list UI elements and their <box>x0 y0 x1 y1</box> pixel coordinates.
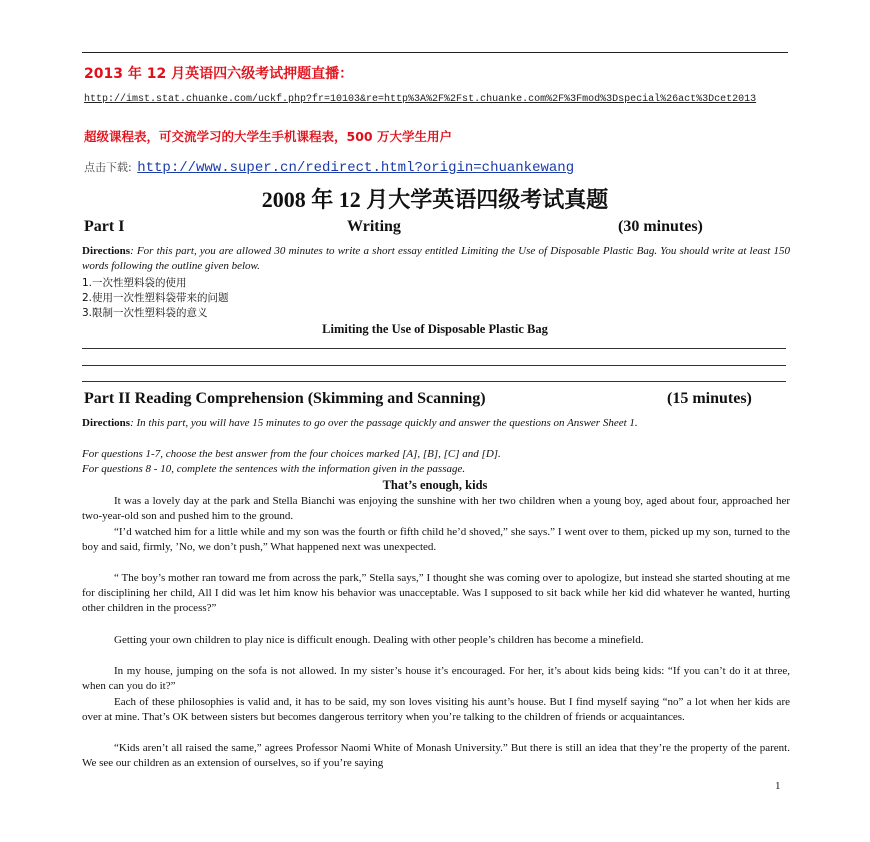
page-number: 1 <box>775 780 781 792</box>
outline-item: 3.限制一次性塑料袋的意义 <box>82 307 208 319</box>
part2-time: (15 minutes) <box>667 390 752 407</box>
directions-text: : In this part, you will have 15 minutes to go over the passage quickly and answer the questions on Answer Sheet 1. <box>130 417 638 429</box>
outline-item: 1.一次性塑料袋的使用 <box>82 277 187 289</box>
page-title: 2008 年 12 月大学英语四级考试真题 <box>261 187 609 212</box>
answer-line <box>82 381 786 382</box>
promo-headline: 2013 年 12 月英语四六级考试押题直播： <box>84 66 354 82</box>
part1-directions <box>82 244 790 274</box>
essay-title: Limiting the Use of Disposable Plastic Bag <box>322 322 548 336</box>
directions-label: Directions <box>82 245 131 257</box>
answer-line <box>82 348 786 349</box>
part2-label: Part II Reading Comprehension (Skimming and Scanning) <box>84 390 486 407</box>
answer-line <box>82 365 786 366</box>
download-link[interactable]: http://www.super.cn/redirect.html?origin=chuankewang <box>137 160 575 176</box>
part2-directions <box>82 416 790 431</box>
download-line <box>84 159 574 176</box>
header-rule <box>82 52 788 53</box>
questions-instruction: For questions 1-7, choose the best answer from the four choices marked [A], [B], [C] and [D]. <box>82 448 501 460</box>
download-label: 点击下载: <box>84 161 132 174</box>
outline-item: 2.使用一次性塑料袋带来的问题 <box>82 292 229 304</box>
directions-label: Directions <box>82 417 131 429</box>
passage-paragraph: “Kids aren’t all raised the same,” agrees Professor Naomi White of Monash University.” But there is still an idea that they’re the property of the parent. We see our children as an extension of ourselves, so if you’re saying <box>82 742 790 769</box>
directions-text: : For this part, you are allowed 30 minutes to write a short essay entitled Limiting the Use of Disposable Plastic Bag. You should write at least 150 words following the outline given below. <box>82 245 790 272</box>
passage-title: That’s enough, kids <box>382 478 488 492</box>
passage-paragraph: “ The boy’s mother ran toward me from across the park,” Stella says,” I thought she was coming over to apologize, but instead she started shouting at me for disciplining her child, All I did was let him know his behavior was unacceptable. Was I supposed to sit back while her kid did whatever he wanted, hurting other children in the process?” <box>82 572 790 614</box>
part1-time: (30 minutes) <box>618 218 703 235</box>
passage-paragraph: “I’d watched him for a little while and my son was the fourth or fifth child he’d shoved,” she says.” I went over to them, picked up my son, turned to the boy and said, firmly, ’No, we don’t push,” What happened next was unexpected. <box>82 526 790 553</box>
part1-name: Writing <box>347 218 401 235</box>
questions-instruction: For questions 8 - 10, complete the sentences with the information given in the passage. <box>82 463 466 475</box>
passage-paragraph: Each of these philosophies is valid and, it has to be said, my son loves visiting his aunt’s house. But I find myself saying “no” a lot when her kids are over at mine. That’s OK between sisters but becomes dangerous territory when you’re talking to the children of friends or acquaintances. <box>82 696 790 723</box>
passage-paragraph: Getting your own children to play nice is difficult enough. Dealing with other people’s children has become a minefield. <box>114 634 644 646</box>
passage-paragraph: In my house, jumping on the sofa is not allowed. In my sister’s house it’s encouraged. For her, it’s about kids being kids: “If you can’t do it at three, when can you do it?” <box>82 665 790 692</box>
passage-paragraph: It was a lovely day at the park and Stella Bianchi was enjoying the sunshine with her two children when a young boy, aged about four, approached her two-year-old son and pushed him to the ground. <box>82 495 790 522</box>
promo-link[interactable]: http://imst.stat.chuanke.com/uckf.php?fr=10103&re=http%3A%2F%2Fst.chuanke.com%2F%3Fmod%3Dspecial%26act%3Dcet2013 <box>84 94 757 105</box>
part1-label: Part I <box>84 218 125 235</box>
promo-app-line: 超级课程表，可交流学习的大学生手机课程表，500 万大学生用户 <box>84 129 452 144</box>
